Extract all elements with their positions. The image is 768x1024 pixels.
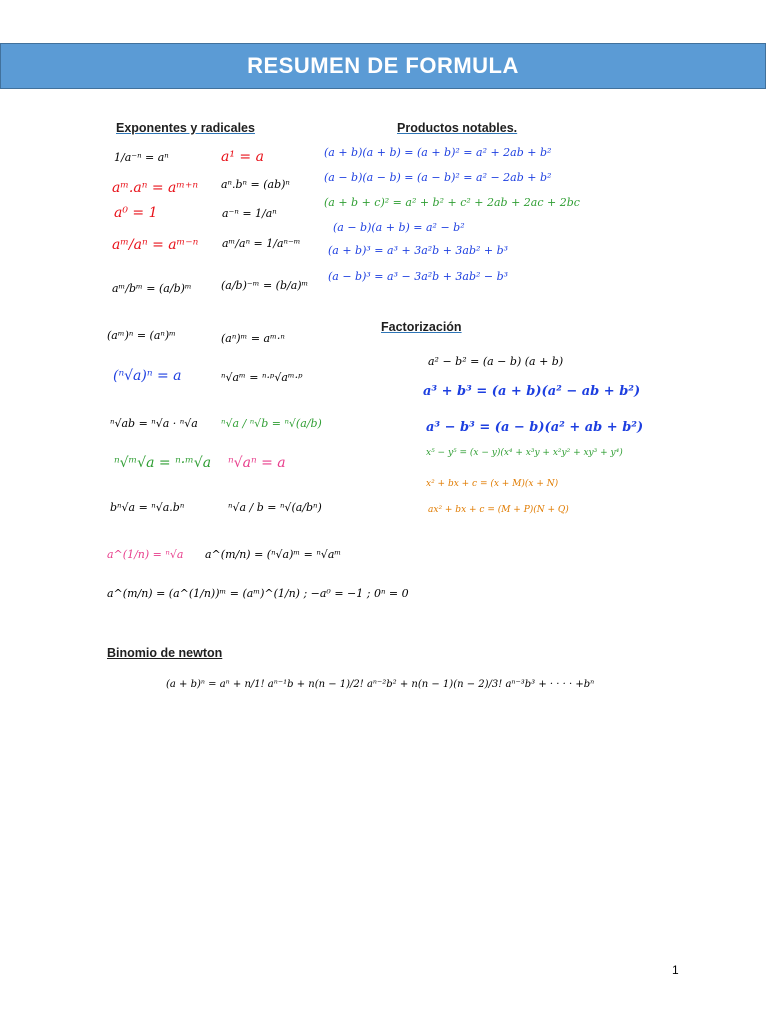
- formula-exp-13: (ⁿ√a)ⁿ = a: [113, 368, 182, 384]
- formula-binomio: (a + b)ⁿ = aⁿ + n/1! aⁿ⁻¹b + n(n − 1)/2! aⁿ⁻²b² + n(n − 1)(n − 2)/3! aⁿ⁻³b³ + · · · · +bⁿ: [166, 679, 595, 690]
- heading-factorizacion: Factorización: [381, 320, 462, 334]
- page-number: 1: [672, 963, 679, 977]
- formula-exp-9: aᵐ/bᵐ = (a/b)ᵐ: [112, 282, 192, 295]
- formula-exp-21: a^(1/n) = ⁿ√a: [107, 548, 184, 561]
- formula-exp-8: aᵐ/aⁿ = 1/aⁿ⁻ᵐ: [222, 237, 301, 250]
- formula-exp-10: (a/b)⁻ᵐ = (b/a)ᵐ: [221, 279, 309, 292]
- formula-exp-6: a⁻ⁿ = 1/aⁿ: [222, 207, 277, 220]
- formula-exp-4: aⁿ.bⁿ = (ab)ⁿ: [221, 178, 290, 191]
- heading-productos: Productos notables.: [397, 121, 518, 135]
- formula-exp-19: bⁿ√a = ⁿ√a.bⁿ: [110, 501, 185, 514]
- formula-exp-22: a^(m/n) = (ⁿ√a)ᵐ = ⁿ√aᵐ: [205, 548, 342, 561]
- formula-exp-3: aᵐ.aⁿ = aᵐ⁺ⁿ: [112, 180, 199, 196]
- formula-fact-3: a³ − b³ = (a − b)(a² + ab + b²): [426, 420, 644, 435]
- formula-exp-1: 1/a⁻ⁿ = aⁿ: [114, 151, 169, 164]
- formula-prod-5: (a + b)³ = a³ + 3a²b + 3ab² + b³: [328, 244, 509, 257]
- formula-prod-6: (a − b)³ = a³ − 3a²b + 3ab² − b³: [328, 270, 509, 283]
- formula-fact-4: x⁵ − y⁵ = (x − y)(x⁴ + x³y + x²y² + xy³ + y⁴): [426, 448, 623, 458]
- page-title: RESUMEN DE FORMULA: [247, 53, 519, 78]
- formula-exp-20: ⁿ√a / b = ⁿ√(a/bⁿ): [228, 501, 322, 514]
- formula-prod-1: (a + b)(a + b) = (a + b)² = a² + 2ab + b²: [324, 146, 552, 159]
- formula-fact-6: ax² + bx + c = (M + P)(N + Q): [428, 505, 569, 515]
- formula-fact-1: a² − b² = (a − b) (a + b): [428, 355, 564, 368]
- formula-prod-4: (a − b)(a + b) = a² − b²: [333, 221, 465, 234]
- formula-exp-16: ⁿ√a / ⁿ√b = ⁿ√(a/b): [221, 417, 322, 430]
- formula-exp-14: ⁿ√aᵐ = ⁿ·ᵖ√aᵐ·ᵖ: [221, 371, 303, 384]
- heading-exponentes: Exponentes y radicales: [116, 121, 255, 135]
- formula-fact-2: a³ + b³ = (a + b)(a² − ab + b²): [423, 384, 641, 399]
- formula-fact-5: x² + bx + c = (x + M)(x + N): [426, 479, 559, 489]
- title-banner: [0, 43, 766, 89]
- formula-exp-5: a⁰ = 1: [114, 205, 158, 221]
- formula-exp-17: ⁿ√ᵐ√a = ⁿ·ᵐ√a: [114, 455, 212, 471]
- formula-exp-23: a^(m/n) = (a^(1/n))ᵐ = (aᵐ)^(1/n) ; −a⁰ = −1 ; 0ⁿ = 0: [107, 587, 409, 600]
- formula-exp-18: ⁿ√aⁿ = a: [228, 455, 286, 471]
- formula-exp-12: (aⁿ)ᵐ = aᵐ·ⁿ: [221, 332, 285, 345]
- heading-binomio: Binomio de newton: [107, 646, 223, 660]
- formula-exp-2: a¹ = a: [221, 149, 264, 165]
- formula-prod-3: (a + b + c)² = a² + b² + c² + 2ab + 2ac + 2bc: [324, 196, 580, 209]
- formula-exp-7: aᵐ/aⁿ = aᵐ⁻ⁿ: [112, 237, 199, 253]
- formula-exp-15: ⁿ√ab = ⁿ√a · ⁿ√a: [110, 417, 198, 430]
- formula-prod-2: (a − b)(a − b) = (a − b)² = a² − 2ab + b²: [324, 171, 552, 184]
- formula-exp-11: (aᵐ)ⁿ = (aⁿ)ᵐ: [107, 329, 176, 342]
